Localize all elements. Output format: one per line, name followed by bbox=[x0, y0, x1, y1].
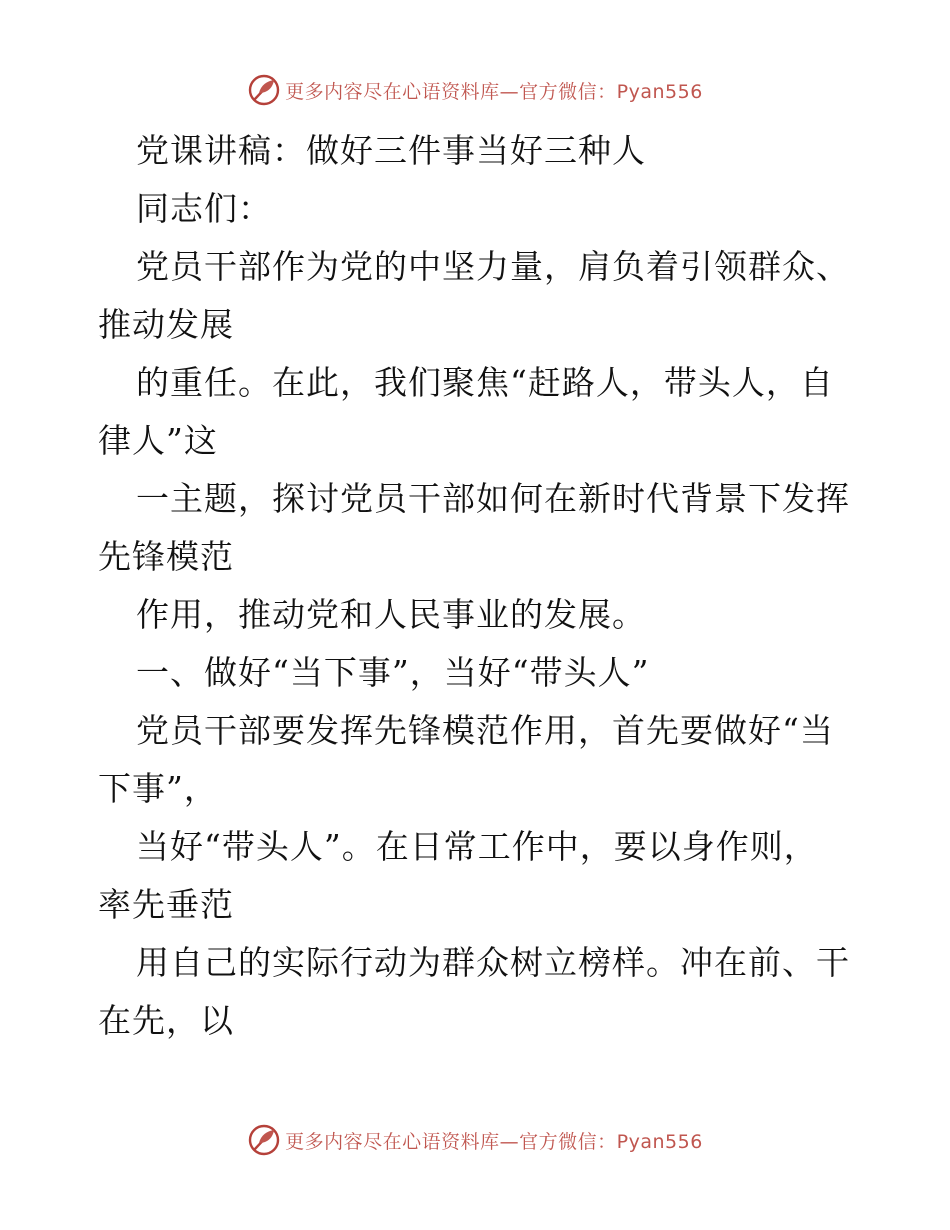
text-line: 同志们： bbox=[136, 189, 272, 228]
text-line: 用自己的实际行动为群众树立榜样。冲在前、干 bbox=[136, 943, 850, 982]
text-line: 一主题，探讨党员干部如何在新时代背景下发挥 bbox=[136, 479, 850, 518]
footer-banner bbox=[0, 1120, 950, 1160]
document-body bbox=[98, 122, 858, 1050]
text-line: 在先，以 bbox=[98, 1001, 234, 1040]
text-line: 下事”， bbox=[98, 769, 218, 808]
text-line: 作用，推动党和人民事业的发展。 bbox=[136, 595, 646, 634]
header-banner bbox=[0, 70, 950, 110]
banner-text: 更多内容尽在心语资料库—官方微信：Pyan556 bbox=[285, 1130, 703, 1153]
text-line: 率先垂范 bbox=[98, 885, 234, 924]
text-line: 一、做好“当下事”，当好“带头人” bbox=[136, 653, 650, 692]
feather-logo-icon bbox=[247, 1123, 281, 1157]
text-line: 党员干部要发挥先锋模范作用，首先要做好“当 bbox=[136, 711, 834, 750]
text-line: 党员干部作为党的中坚力量，肩负着引领群众、 bbox=[136, 247, 850, 286]
banner-text: 更多内容尽在心语资料库—官方微信：Pyan556 bbox=[285, 80, 703, 103]
feather-logo-icon bbox=[247, 73, 281, 107]
text-line: 的重任。在此，我们聚焦“赶路人，带头人，自 bbox=[136, 363, 834, 402]
text-line: 推动发展 bbox=[98, 305, 234, 344]
text-line: 当好“带头人”。在日常工作中，要以身作则， bbox=[136, 827, 818, 866]
text-line: 律人”这 bbox=[98, 421, 218, 460]
text-line: 党课讲稿：做好三件事当好三种人 bbox=[136, 131, 646, 170]
text-line: 先锋模范 bbox=[98, 537, 234, 576]
